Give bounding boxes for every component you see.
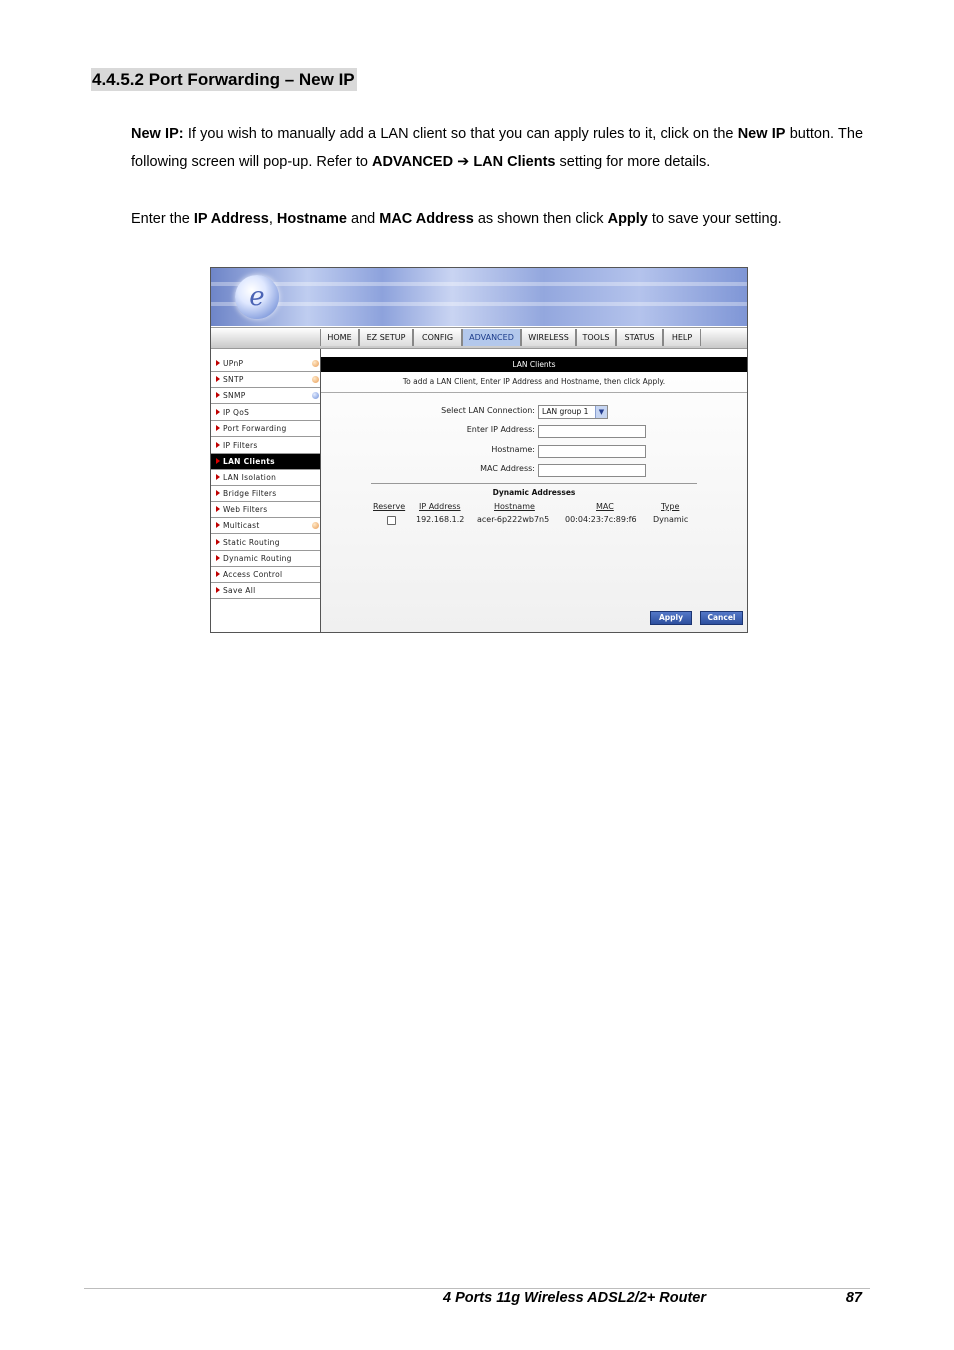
header-banner — [211, 268, 747, 326]
sidebar-item-static-routing[interactable] — [211, 535, 320, 551]
paragraph-text: , — [268, 211, 277, 227]
arrow-right-icon — [216, 442, 220, 448]
mac-address-term: MAC Address — [379, 211, 474, 227]
content-instructions: To add a LAN Client, Enter IP Address and Hostname, then click Apply. — [321, 372, 747, 393]
column-header-type: Type — [661, 502, 680, 511]
arrow-right-icon — [216, 392, 220, 398]
lan-connection-value: LAN group 1 — [542, 407, 589, 416]
nav-tab-home[interactable]: HOME — [320, 329, 359, 346]
apply-button[interactable]: Apply — [650, 611, 692, 625]
paragraph-text: button. The following screen will pop-up. Refer to — [131, 126, 864, 170]
footer-divider — [84, 1288, 870, 1289]
arrow-right-icon — [216, 539, 220, 545]
arrow-right-icon — [216, 522, 220, 528]
section-heading: 4.4.5.2 Port Forwarding – New IP — [92, 70, 355, 89]
sidebar-item-label: IP Filters — [223, 441, 258, 450]
row-hostname: acer-6p222wb7n5 — [477, 515, 550, 524]
nav-tab-wireless[interactable]: WIRELESS — [521, 329, 576, 346]
advanced-term: ADVANCED — [371, 154, 454, 170]
nav-tab-status[interactable]: STATUS — [616, 329, 663, 346]
ip-address-term: IP Address — [193, 211, 269, 227]
paragraph-enter-fields — [131, 205, 863, 233]
sidebar-item-web-filters[interactable] — [211, 502, 320, 518]
arrow-right-icon — [216, 360, 220, 366]
nav-tab-advanced[interactable]: ADVANCED — [462, 329, 521, 346]
section-divider — [371, 483, 697, 484]
arrow-right-icon — [216, 409, 220, 415]
status-dot-icon — [312, 392, 319, 399]
sidebar-item-label: SNMP — [223, 391, 246, 400]
sidebar-item-dynamic-routing[interactable] — [211, 551, 320, 567]
paragraph-text: If you wish to manually add a LAN client so that you can apply rules to it, click on the — [183, 126, 738, 142]
select-lan-connection-label: Select LAN Connection: — [441, 406, 535, 415]
sidebar-item-bridge-filters[interactable] — [211, 486, 320, 502]
arrow-right-icon — [216, 587, 220, 593]
column-header-reserve: Reserve — [373, 502, 406, 511]
sidebar-item-label: LAN Clients — [223, 457, 275, 466]
sidebar-item-port-forwarding[interactable] — [211, 421, 320, 437]
column-header-ip-address: IP Address — [419, 502, 461, 511]
arrow-right-icon — [216, 555, 220, 561]
status-dot-icon — [312, 360, 319, 367]
sidebar-item-label: IP QoS — [223, 408, 250, 417]
banner-stripe — [211, 282, 747, 286]
dynamic-addresses-title: Dynamic Addresses — [492, 488, 576, 497]
column-header-mac: MAC — [596, 502, 614, 511]
sidebar-item-label: SNTP — [223, 375, 244, 384]
sidebar-item-access-control[interactable] — [211, 567, 320, 583]
page-number: 87 — [845, 1290, 862, 1306]
chevron-down-icon[interactable]: ▼ — [595, 406, 607, 418]
sidebar-item-label: Save All — [223, 586, 256, 595]
nav-tab-ez-setup[interactable]: EZ SETUP — [359, 329, 413, 346]
reserve-checkbox[interactable] — [387, 516, 396, 525]
nav-tab-help[interactable]: HELP — [663, 329, 701, 346]
sidebar-item-sntp[interactable] — [211, 372, 320, 388]
arrow-right-icon — [216, 490, 220, 496]
sidebar-item-label: Static Routing — [223, 538, 280, 547]
sidebar-item-label: Multicast — [223, 521, 260, 530]
paragraph-text: Enter the — [131, 211, 194, 227]
status-dot-icon — [312, 522, 319, 529]
sidebar-item-upnp[interactable] — [211, 356, 320, 372]
top-nav-bar — [211, 327, 747, 349]
lan-connection-select[interactable] — [538, 405, 608, 419]
sidebar-item-snmp[interactable] — [211, 388, 320, 404]
paragraph-text: as shown then click — [473, 211, 608, 227]
paragraph-text: to save your setting. — [647, 211, 782, 227]
banner-stripe — [211, 302, 747, 306]
arrow-right-icon — [216, 376, 220, 382]
sidebar-item-save-all[interactable] — [211, 583, 320, 599]
sidebar-item-label: Access Control — [223, 570, 283, 579]
sidebar-item-label: Dynamic Routing — [223, 554, 292, 563]
sidebar-menu — [211, 349, 321, 632]
brand-logo-icon: e — [235, 275, 279, 319]
lan-clients-term: LAN Clients — [473, 154, 556, 170]
sidebar-item-label: Web Filters — [223, 505, 268, 514]
paragraph-text: and — [347, 211, 380, 227]
new-ip-term: New IP — [737, 126, 786, 142]
paragraph-text: setting for more details. — [555, 154, 711, 170]
mac-address-label: MAC Address: — [480, 464, 535, 473]
column-header-hostname: Hostname — [494, 502, 535, 511]
arrow-right-icon — [216, 506, 220, 512]
row-mac: 00:04:23:7c:89:f6 — [565, 515, 637, 524]
arrow-right-icon — [216, 425, 220, 431]
lead-term: New IP: — [131, 126, 184, 142]
cancel-button[interactable]: Cancel — [700, 611, 743, 625]
hostname-label: Hostname: — [491, 445, 535, 454]
sidebar-item-multicast[interactable] — [211, 518, 320, 534]
arrow-right-icon — [216, 458, 220, 464]
mac-address-input[interactable] — [538, 464, 646, 477]
sidebar-item-lan-isolation[interactable] — [211, 470, 320, 486]
ip-address-label: Enter IP Address: — [466, 425, 535, 434]
sidebar-item-label: Bridge Filters — [223, 489, 277, 498]
paragraph-new-ip — [131, 120, 863, 176]
sidebar-item-label: UPnP — [223, 359, 244, 368]
hostname-input[interactable] — [538, 445, 646, 458]
footer-title: 4 Ports 11g Wireless ADSL2/2+ Router — [443, 1290, 706, 1306]
arrow-icon: ➔ — [453, 154, 474, 170]
status-dot-icon — [312, 376, 319, 383]
arrow-right-icon — [216, 571, 220, 577]
ip-address-input[interactable] — [538, 425, 646, 438]
row-ip-address: 192.168.1.2 — [416, 515, 465, 524]
content-title: LAN Clients — [321, 357, 747, 372]
apply-term: Apply — [607, 211, 648, 227]
sidebar-item-label: LAN Isolation — [223, 473, 277, 482]
router-ui-screenshot — [210, 267, 748, 633]
content-panel — [321, 349, 747, 632]
sidebar-item-ip-filters[interactable] — [211, 438, 320, 454]
hostname-term: Hostname — [276, 211, 347, 227]
sidebar-item-label: Port Forwarding — [223, 424, 287, 433]
sidebar-item-lan-clients[interactable] — [211, 454, 320, 470]
nav-tab-config[interactable]: CONFIG — [413, 329, 462, 346]
sidebar-item-ip-qos[interactable] — [211, 405, 320, 421]
nav-tab-tools[interactable]: TOOLS — [576, 329, 616, 346]
arrow-right-icon — [216, 474, 220, 480]
row-type: Dynamic — [653, 515, 689, 524]
